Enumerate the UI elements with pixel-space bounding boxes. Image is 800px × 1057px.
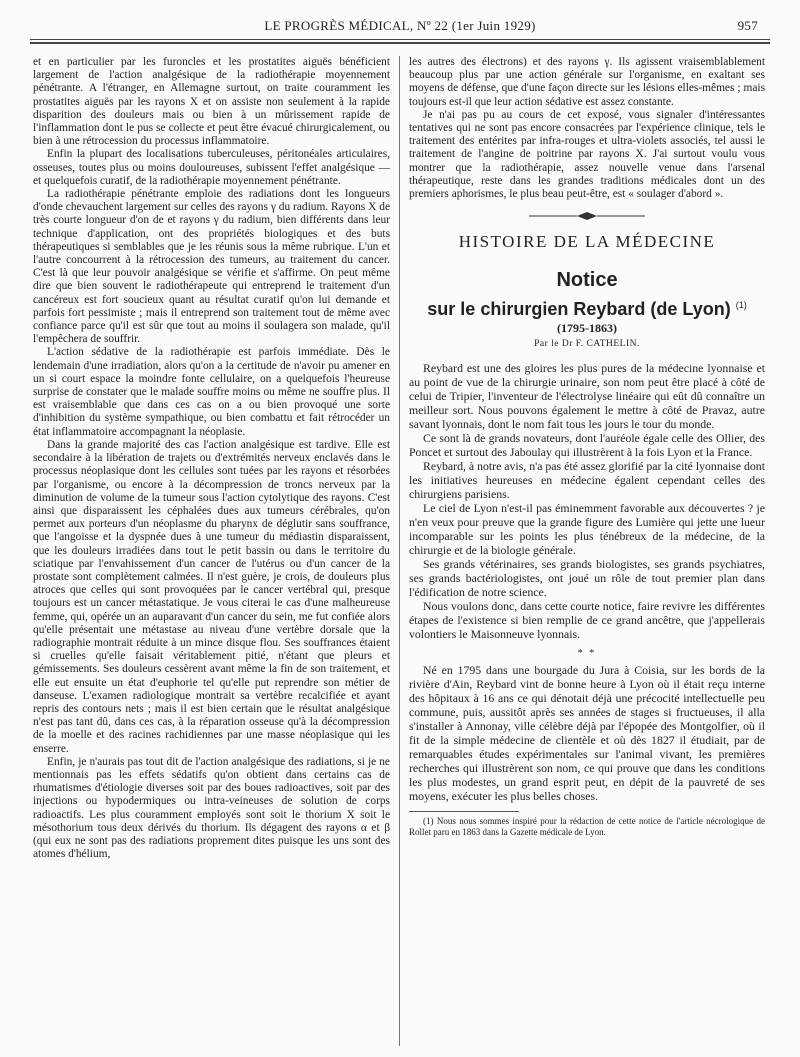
lifespan-dates: (1795-1863) bbox=[557, 321, 617, 336]
paragraph: Ce sont là de grands novateurs, dont l'auréole égale celle des Ollier, des Poncet et surtout des Jaboulay qui illustrèrent à la fois Lyon et la France. bbox=[409, 430, 765, 459]
left-column bbox=[33, 56, 390, 1046]
paragraph: les autres des électrons) et des rayons γ. Ils agissent vraisemblablement beaucoup plus par une action générale sur l'organisme, en exaltant ses moyens de défense, que d'une façon directe sur les lésions elles-mêmes ; mais toujours est-il que leur action sédative est assez constante. bbox=[409, 56, 765, 108]
running-header bbox=[30, 18, 770, 36]
paragraph: La radiothérapie pénétrante emploie des radiations dont les longueurs d'onde chevauchent largement sur celles des rayons γ du radium. Rayons X de très courte longueur d'on de et rayons γ du radium, bien différents dans leur technique d'application, ont des propriétés biologiques et des buts thérapeutiques si semblables que je les réunis sous la même rubrique. L'un et l'autre concourrent à la rétrocession des tumeurs, au traitement du cancer. C'est là que leur pouvoir analgésique se vérifie et s'affirme. On peut même dire que bien souvent le radiothérapeute qui entreprend le traitement d'un cancéreux est fort soucieux quant au résultat curatif qu'on lui demande et parfois fort pessimiste ; mais il entreprend son traitement tout de même avec confiance parce qu'il est sûr que tout au moins il soulagera son malade, qu'il l'empêchera de souffrir. bbox=[33, 188, 390, 346]
paragraph: Enfin, je n'aurais pas tout dit de l'action analgésique des radiations, si je ne mentionnais pas les effets sédatifs qu'on obtient dans certains cas de rhumatismes d'étiologie diverses soit par des boues radioactives, soit par des injections ou hypodermiques ou intra-veineuses de solution de corps radioactifs. Les plus couramment employés sont soit le thorium X soit le mésothorium tous deux dérivés du thorium. Ils dégagent des rayons α et β (qui eux ne sont pas des radiations proprement dites puisque les uns sont des atomes d'hélium, bbox=[33, 755, 390, 861]
paragraph: L'action sédative de la radiothérapie est parfois immédiate. Dès le lendemain d'une irradiation, alors qu'on a la certitude de n'avoir pu amener en un si court espace la moindre fonte cellulaire, on a quelquefois l'heureuse surprise de constater que le malade souffre moins ou même ne souffre plus. Il est vraisemblable que dans ces cas on a ou bien provoqué une sorte d'inhibition du système sympathique, ou bien combattu et fait rétrocéder un état inflammatoire accompagnant la néoplasie. bbox=[33, 346, 390, 438]
column-divider bbox=[399, 56, 400, 1046]
paragraph: Reybard, à notre avis, n'a pas été assez glorifié par la cité lyonnaise dont les initiatives heureuses en médecine égalent cependant celles des chirurgiens parisiens. bbox=[409, 458, 765, 501]
paragraph: Le ciel de Lyon n'est-il pas éminemment favorable aux découvertes ? je n'en veux pour preuve que la grande figure des Lumière qui jette une lueur incomparable sur les points les plus ténébreux de la médecine, de la chirurgie et de la biologie générale. bbox=[409, 500, 765, 557]
paragraph: Dans la grande majorité des cas l'action analgésique est tardive. Elle est secondaire à la libération de trajets ou d'extrémités nerveux enclavés dans le processus néoplasique dont les cellules sont tuées par les rayons et résorbées par l'organisme, ou encore à la décompression de troncs nerveux par la diminution de volume de la tumeur sous l'action cytolytique des rayons. C'est ainsi que disparaissent les céphalées dues aux tumeurs cérébrales, qu'on permet aux porteurs d'un néoplasme du pharynx de déglutir sans souffrance, que l'angoisse et la dyspnée dues à une tumeur du médiastin disparaissent, que les douleurs irradiées dans tout le petit bassin ou dans le territoire du sciatique par l'envahissement d'un cancer de l'utérus ou d'un cancer de la prostate sont complètement calmées. Il n'est guère, je crois, de douleurs plus atroces que celles qui sont provoquées par le cancer vertébral qui, presque toujours est un cancer métastatique. Je vous citerai le cas d'une malheureuse femme, qui, opérée un an auparavant d'un cancer du sein, me fut confiée alors qu'elle présentait une métastase au niveau d'une vertèbre dorsale que la radiographie montrait réduite à un mince disque flou. Ses souffrances étaient si cruelles qu'elle faisait véritablement pitié, n'étant que pleurs et gémissements. Ses douleurs cessèrent avant même la fin de son traitement, et elle eut ensuite un état d'euphorie tel qu'elle put reprendre son métier de danseuse. L'examen radiologique montrait sa vertèbre recalcifiée et ayant repris des contours nets ; mais il est bien certain que le résultat analgésique n'est pas tant dû, dans ces cas, à la réparation osseuse qu'à la décompression de la moelle et des racines rachidiennes par une masse néoplasique qui les enserre. bbox=[33, 438, 390, 755]
ornamental-separator bbox=[409, 207, 765, 225]
asterism: * * bbox=[577, 647, 597, 659]
paragraph: Reybard est une des gloires les plus pures de la médecine lyonnaise et au point de vue de la chirurgie urinaire, son nom peut être placé à côté de celui de Tripier, l'inventeur de l'électrolyse linéaire qui eût dû connaître un meilleur sort. Nous pouvons également le mettre à côté de Pravaz, autre savant lyonnais, dont le nom fait tous les jours le tour du monde. bbox=[409, 360, 765, 431]
right-column bbox=[409, 56, 765, 1046]
header-rule bbox=[30, 39, 770, 40]
section-title: HISTOIRE DE LA MÉDECINE bbox=[458, 232, 716, 252]
journal-title: LE PROGRÈS MÉDICAL, Nº 22 (1er Juin 1929) bbox=[264, 18, 536, 33]
footnote-rule bbox=[409, 811, 519, 812]
paragraph: Enfin la plupart des localisations tuberculeuses, péritonéales articulaires, osseuses, toutes plus ou moins douloureuses, subissent l'effet analgésique — et quelquefois curatif, de la radiothérapie moyennement pénétrante. bbox=[33, 148, 390, 187]
footnote-reference: (1) bbox=[735, 300, 747, 311]
header-rule-thick bbox=[30, 42, 770, 44]
footnote: (1) Nous nous sommes inspiré pour la rédaction de cette notice de l'article nécrologique de Rollet paru en 1863 dans la Gazette médicale de Lyon. bbox=[409, 815, 765, 837]
page-number: 957 bbox=[737, 18, 758, 33]
paragraph: Nous voulons donc, dans cette courte notice, faire revivre les différentes étapes de l'existence si bien remplie de ce grand ancêtre, que j'appellerais volontiers le Maisonneuve lyonnais. bbox=[409, 598, 765, 641]
paragraph: Né en 1795 dans une bourgade du Jura à Coisia, sur les bords de la rivière d'Ain, Reybard vint de bonne heure à Lyon où il était reçu interne des hôpitaux à 16 ans ce qui dénotait déjà une précocité intellectuelle peu commune, puis, aussitôt après ses années de stages si fructueuses, il alla s'installer à Annonay, ville célèbre déjà par l'épopée des Montgolfier, où il fit de la simple médecine de clientèle et où dès 1827 il étudiait, par de remarquables études expérimentales sur l'animal vivant, les premières recherches qui illustrèrent son nom, ce qui prouve que dans les conditions les plus modestes, un grand esprit peut, en dépit de la pauvreté de ses moyens, exécuter les plus belles choses. bbox=[409, 662, 765, 803]
notice-subtitle-text: sur le chirurgien Reybard (de Lyon) bbox=[427, 299, 731, 320]
author-line: Par le Dr F. CATHELIN. bbox=[534, 338, 640, 349]
article-body bbox=[409, 361, 765, 803]
notice-title: Notice bbox=[556, 269, 618, 292]
paragraph: Je n'ai pas pu au cours de cet exposé, vous signaler d'intéressantes tentatives qui ne sont pas encore consacrées par l'expérience clinique, tels le traitement des entérites par infra-rouges et ultra-violets associés, tel aussi le traitement de l'angine de poitrine par rayons X. J'ai surtout voulu vous montrer que la radiothérapie, assez nouvelle venue dans l'arsenal thérapeutique, reste dans les grandes traditions médicales dont un des premiers aphorismes, le plus beau peut-être, est « soulager d'abord ». bbox=[409, 108, 765, 201]
notice-subtitle bbox=[409, 294, 765, 320]
paragraph: Ses grands vétérinaires, ses grands biologistes, ses grands psychiatres, ses grands bactériologistes, ont joué un rôle de tout premier plan dans l'édification de notre science. bbox=[409, 556, 765, 599]
paragraph: et en particulier par les furoncles et les prostatites aiguës bénéficient largement de l'action analgésique de la radiothérapie moyennement pénétrante. A l'étranger, en Allemagne surtout, on traite couramment les prostatites aiguës par les rayons X et on assiste non seulement à la rapide disparition des douleurs mais ou bien à un mûrissement rapide de l'inflammation dont le pus se collecte et peut être évacué chirurgicalement, ou bien à une rétrocession du processus inflammatoire. bbox=[33, 56, 390, 148]
